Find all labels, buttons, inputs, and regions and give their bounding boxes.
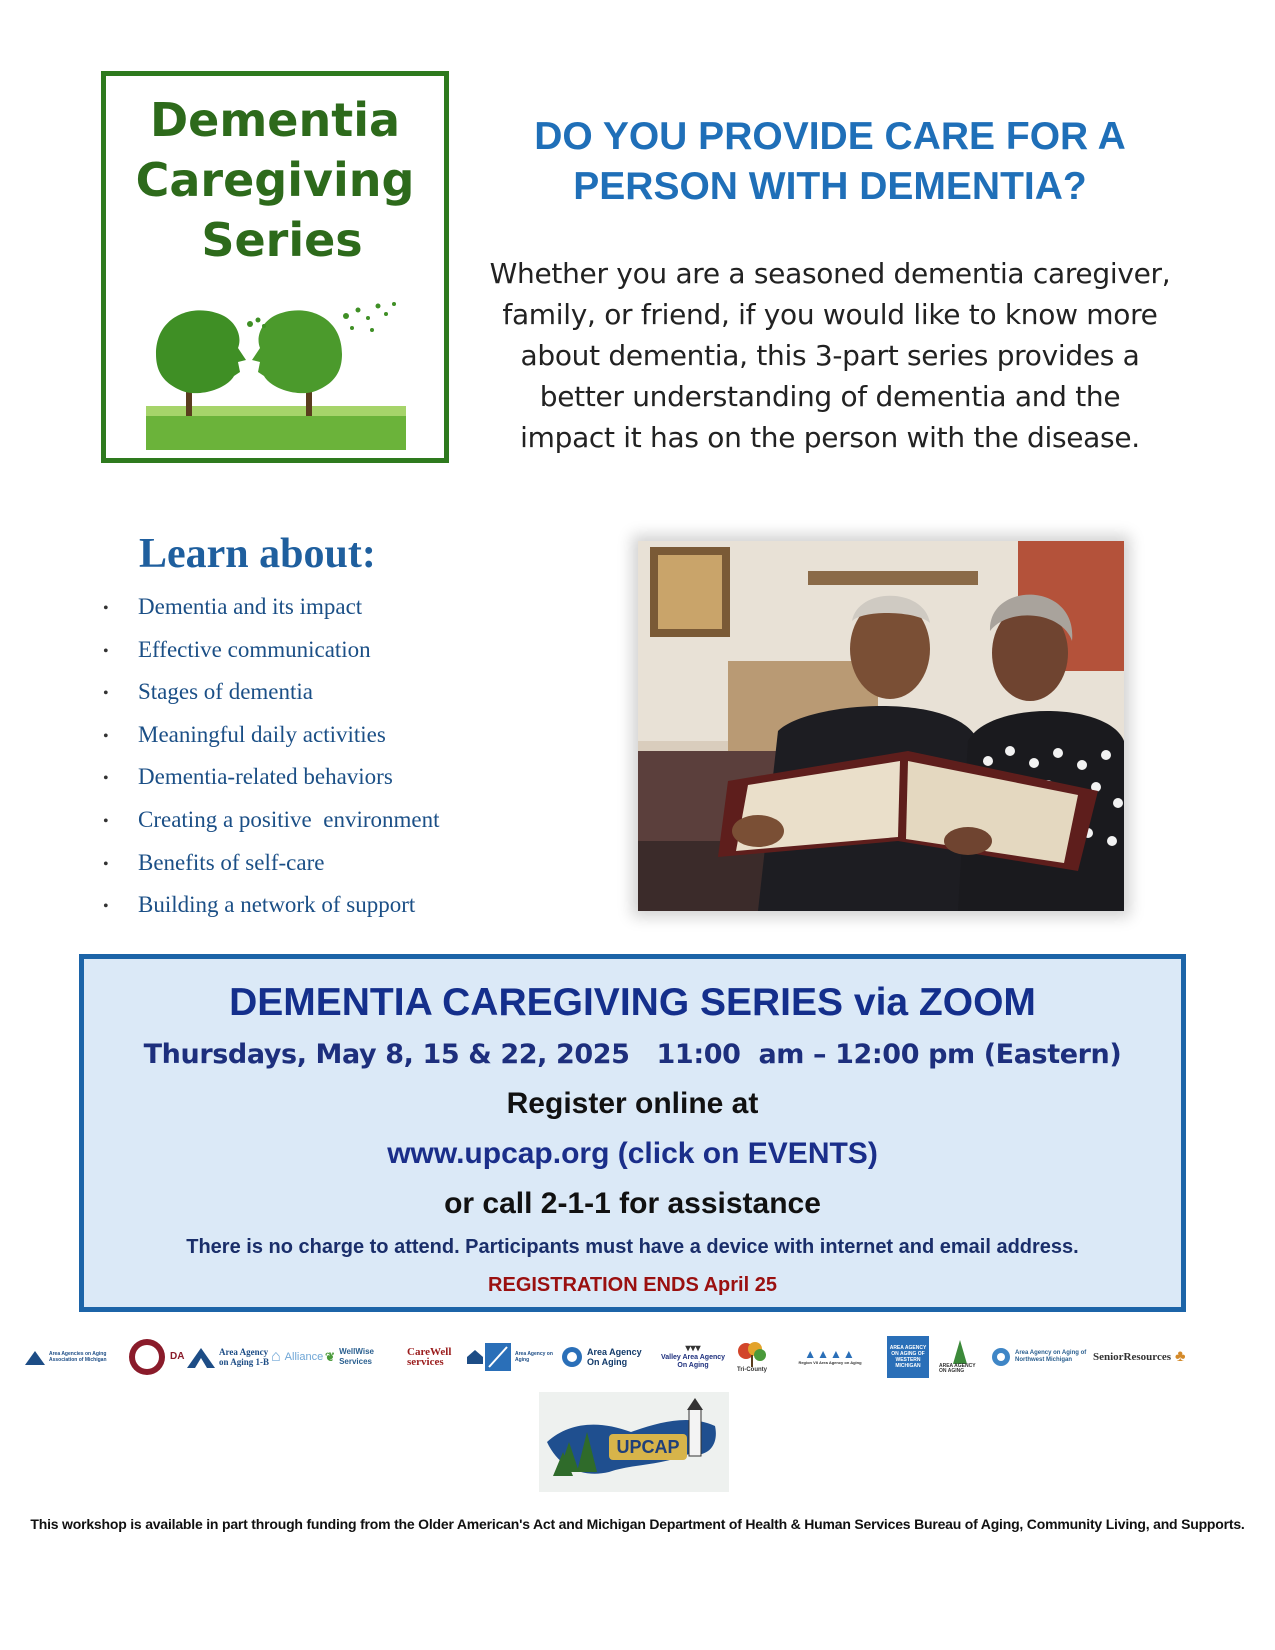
funding-footer: This workshop is available in part through funding from the Older American's Act and Michigan Department of Health & Human Services Bureau of Aging, Community Living, and Supports. <box>30 1516 1245 1532</box>
partner-logos <box>25 1333 1250 1381</box>
list-item <box>95 764 439 807</box>
list-item <box>95 679 439 722</box>
event-info-panel <box>79 954 1186 1312</box>
learn-about-heading: Learn about: <box>139 531 376 577</box>
partner-name: AREA AGENCY ON AGING OF WESTERN MICHIGAN <box>889 1345 927 1369</box>
intro-line: Whether you are a seasoned dementia caregiver, <box>489 257 1171 290</box>
intro-line: family, or friend, if you would like to know more <box>502 298 1158 331</box>
topic-text: Creating a positive environment <box>138 806 440 832</box>
partner-logo <box>407 1333 483 1381</box>
partner-name: Area Agency on Aging 1-B <box>219 1347 270 1367</box>
figures-icon: ♣ <box>1175 1348 1186 1365</box>
tree-heads-icon <box>146 294 406 450</box>
partner-name: AREA AGENCY ON AGING <box>939 1363 976 1374</box>
series-title-line: Dementia <box>149 93 401 147</box>
partner-logo <box>187 1333 269 1381</box>
bullet-icon: • <box>103 770 109 788</box>
partner-logo <box>325 1333 405 1381</box>
partner-logo <box>485 1333 559 1381</box>
bullet-icon: • <box>103 685 109 703</box>
partner-name: Area Agencies on Aging Association of Michigan <box>49 1351 107 1363</box>
circle-monogram-icon <box>128 1338 166 1376</box>
topic-text: Building a network of support <box>138 892 416 918</box>
leaf-icon: ❦ <box>325 1350 336 1364</box>
vvv-icon: ▾▾▾ <box>685 1343 701 1354</box>
register-url-link[interactable]: www.upcap.org (click on EVENTS) <box>387 1137 878 1170</box>
no-charge-note: There is no charge to attend. Participants must have a device with internet and email address. <box>186 1236 1079 1258</box>
partner-logo <box>657 1333 729 1381</box>
series-title <box>106 90 444 270</box>
partner-name: Alliance <box>284 1351 324 1363</box>
partner-logo <box>781 1333 879 1381</box>
square-icon <box>485 1343 511 1371</box>
bullet-icon: • <box>103 600 109 617</box>
topic-text: Meaningful daily activities <box>138 721 386 747</box>
topic-text: Dementia-related behaviors <box>138 764 393 790</box>
partner-logo <box>561 1333 647 1381</box>
list-item <box>95 594 439 637</box>
tree-icon <box>737 1341 767 1367</box>
upcap-text: UPCAP <box>616 1437 680 1457</box>
mountain-icon <box>187 1346 215 1368</box>
partner-logo <box>271 1333 331 1381</box>
upcap-logo <box>539 1392 729 1492</box>
tower-icon <box>949 1340 971 1364</box>
topic-text: Stages of dementia <box>138 679 314 705</box>
partner-logo <box>731 1333 773 1381</box>
intro-line: better understanding of dementia and the <box>539 380 1121 413</box>
list-item <box>95 637 439 680</box>
partner-logo <box>991 1333 1089 1381</box>
headline-line: PERSON WITH DEMENTIA? <box>573 165 1087 208</box>
bullet-icon: • <box>103 898 109 916</box>
list-item <box>95 722 439 765</box>
partner-name: Valley Area Agency On Aging <box>660 1354 726 1369</box>
bullet-icon: • <box>103 727 109 745</box>
list-item <box>95 892 439 935</box>
intro-paragraph <box>480 253 1180 458</box>
call-assistance-text: or call 2-1-1 for assistance <box>444 1187 821 1220</box>
registration-deadline: REGISTRATION ENDS April 25 <box>488 1274 777 1296</box>
topics-list <box>95 594 439 935</box>
house-icon <box>467 1350 483 1364</box>
topic-text: Dementia and its impact <box>138 594 363 619</box>
couple-reading-photo <box>638 541 1124 911</box>
a-icon: ⌂ <box>271 1348 281 1365</box>
topic-text: Benefits of self-care <box>138 849 325 875</box>
bullet-icon: • <box>103 812 109 830</box>
bullet-icon: • <box>103 642 109 660</box>
series-logo <box>101 71 449 463</box>
partner-name: CareWell services <box>407 1346 452 1368</box>
headline-line: DO YOU PROVIDE CARE FOR A <box>534 115 1126 158</box>
mountain-icon <box>25 1349 45 1365</box>
wave-icon: ▲▲▲▲ <box>804 1347 856 1361</box>
partner-name: Area Agency on Aging <box>515 1351 553 1363</box>
partner-logo <box>128 1333 186 1381</box>
register-text: Register online at <box>506 1087 759 1120</box>
partner-logo <box>1093 1333 1207 1381</box>
partner-name: WellWise Services <box>339 1347 374 1366</box>
series-title-line: Series <box>201 213 363 267</box>
intro-line: impact it has on the person with the disease. <box>520 421 1140 454</box>
partner-name: Area Agency on Aging of Northwest Michigan <box>1015 1350 1087 1363</box>
page-headline <box>490 112 1170 212</box>
partner-logo <box>939 1333 981 1381</box>
list-item <box>95 850 439 893</box>
partner-name: Area Agency On Aging <box>587 1347 642 1367</box>
partner-name: Region VII Area Agency on Aging <box>798 1360 862 1365</box>
event-title: DEMENTIA CAREGIVING SERIES via ZOOM <box>229 981 1036 1024</box>
block-icon <box>887 1336 929 1378</box>
intro-line: about dementia, this 3-part series provides a <box>520 339 1140 372</box>
partner-name: Tri-County <box>737 1367 767 1373</box>
globe-icon <box>991 1347 1011 1367</box>
partner-name: DA <box>170 1351 185 1362</box>
event-dates: Thursdays, May 8, 15 & 22, 2025 11:00 am – 12:00 pm (Eastern) <box>143 1039 1122 1070</box>
topic-text: Effective communication <box>138 636 371 662</box>
series-title-line: Caregiving <box>135 153 415 207</box>
partner-logo <box>25 1333 125 1381</box>
partner-logo <box>887 1333 931 1381</box>
circle-icon <box>561 1346 583 1368</box>
bullet-icon: • <box>103 855 109 873</box>
partner-name: SeniorResources <box>1093 1351 1172 1363</box>
list-item <box>95 807 439 850</box>
